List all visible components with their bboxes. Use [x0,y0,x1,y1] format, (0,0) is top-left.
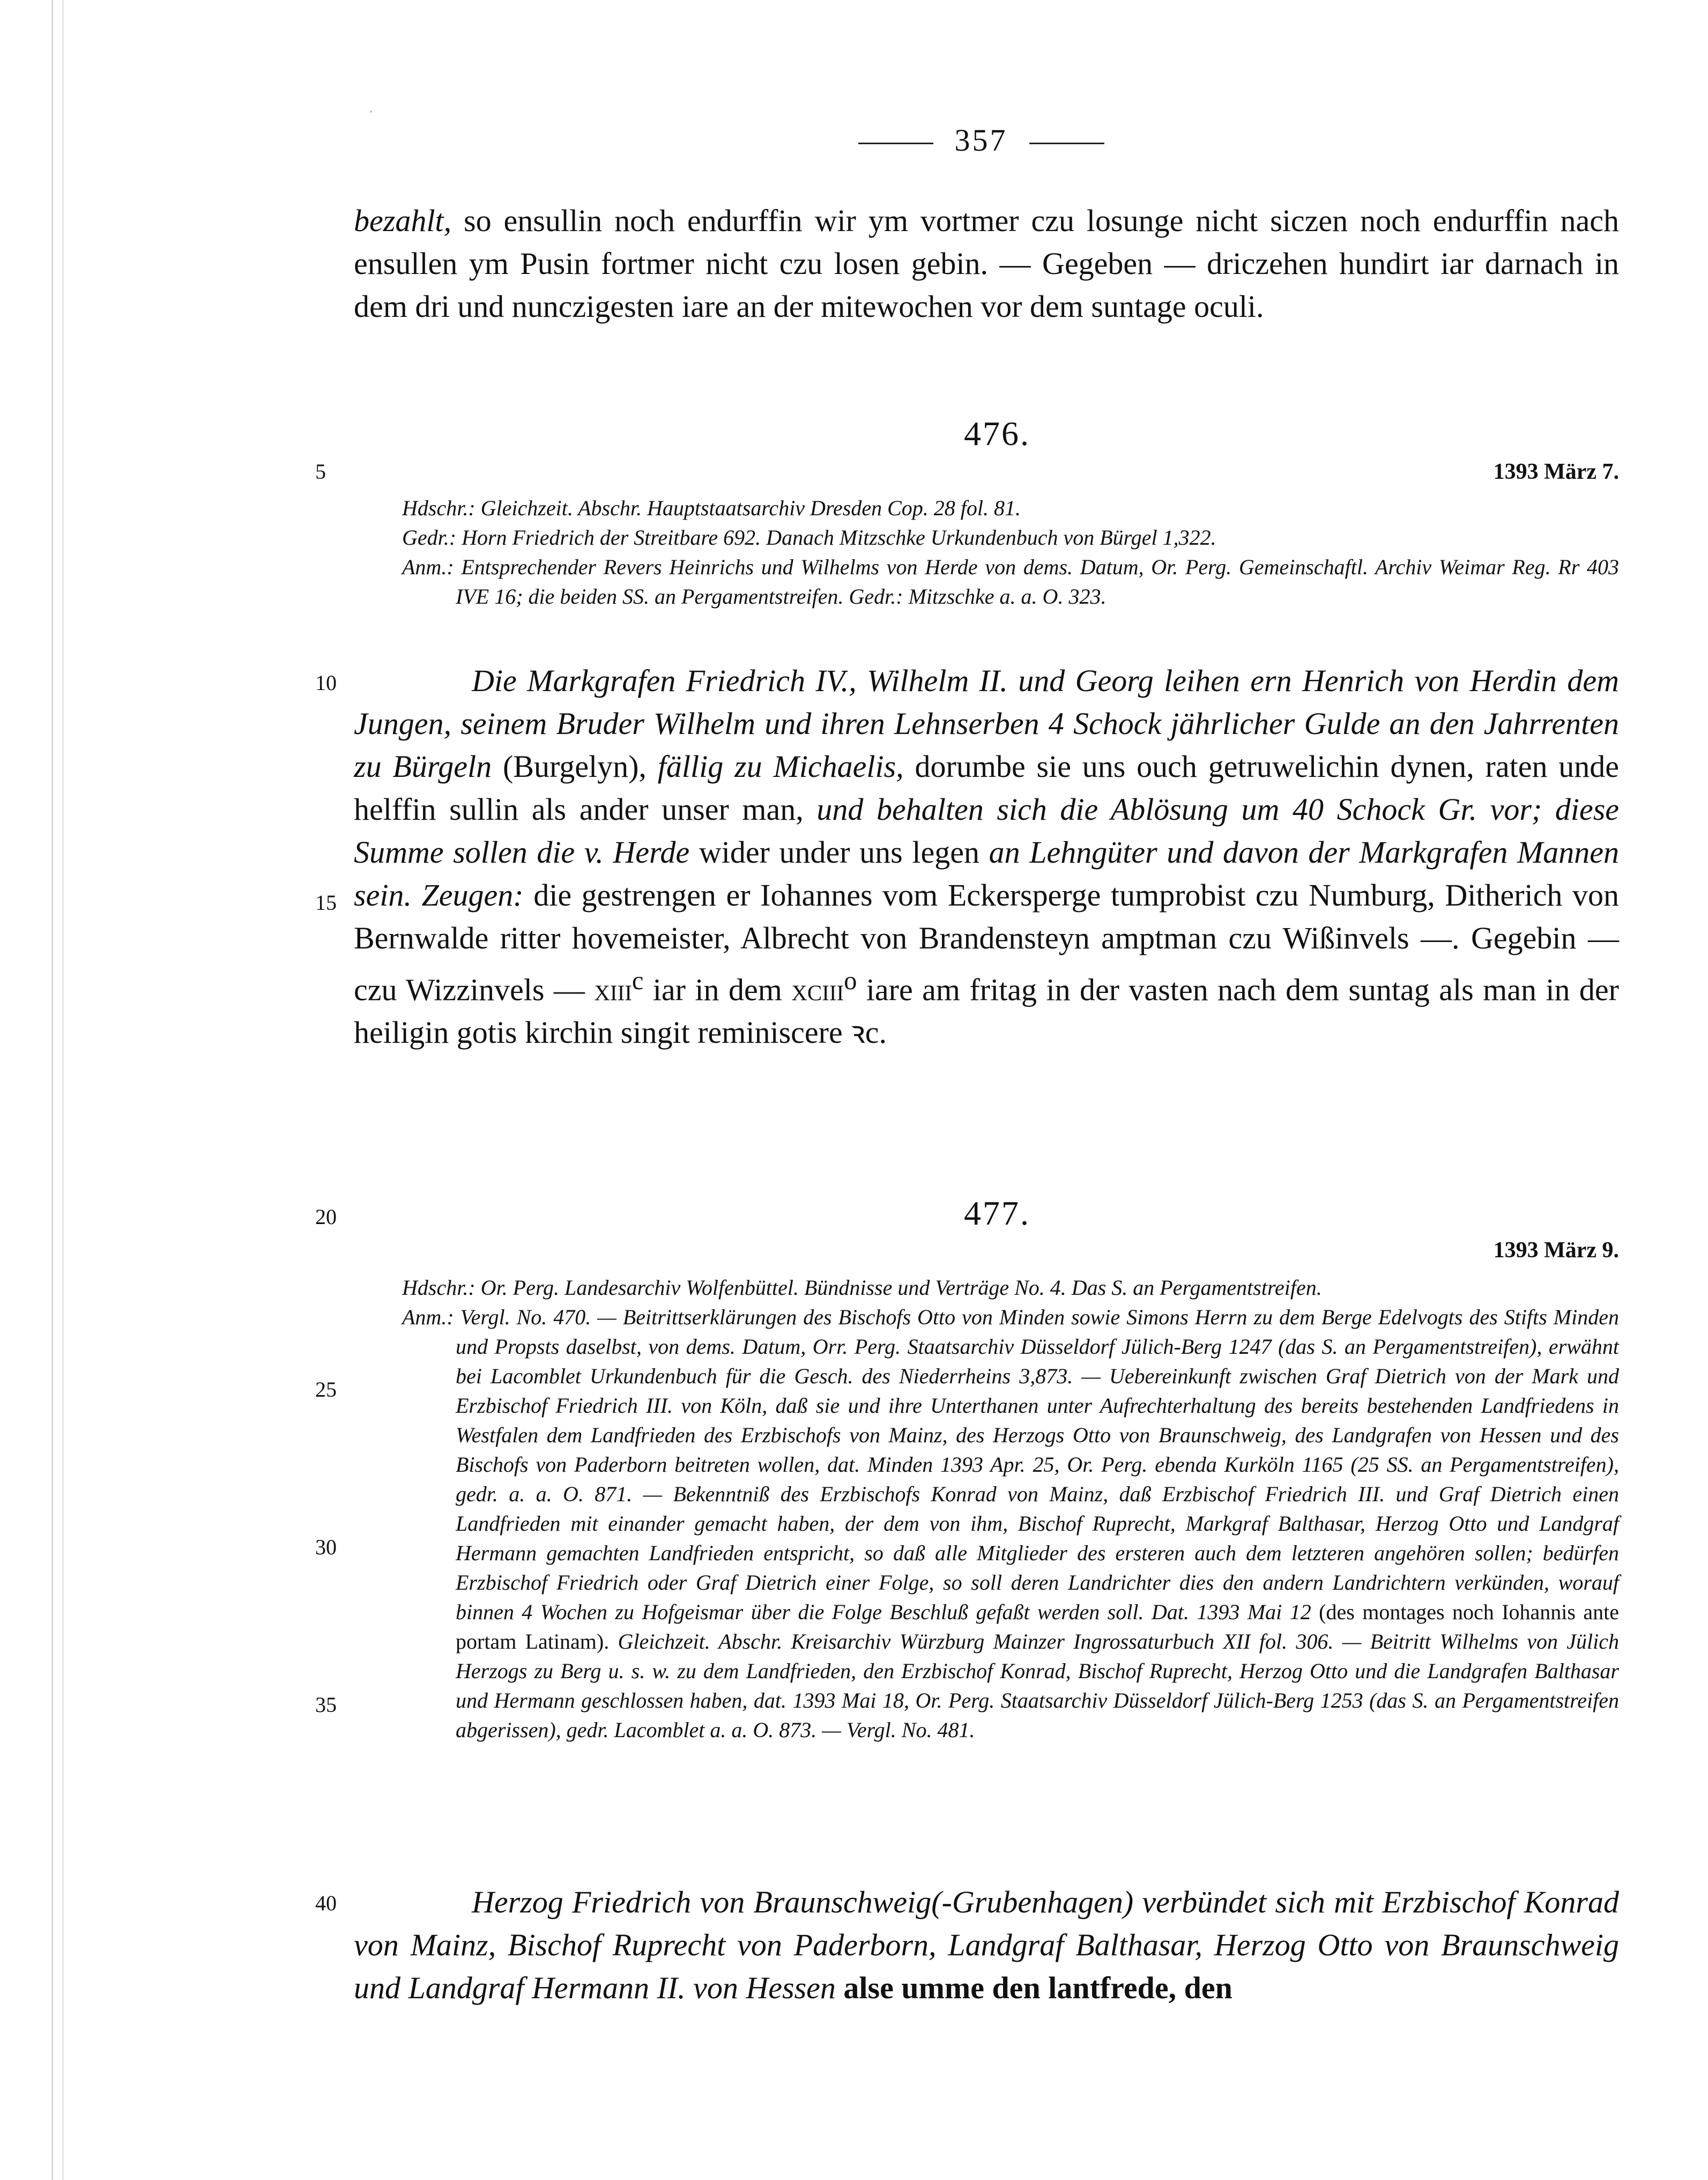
line-number-25: 25 [315,1377,337,1402]
line-number-35: 35 [315,1693,337,1717]
page-number-value: 357 [954,123,1008,158]
doc-477-note-anm-text: Anm.: Vergl. No. 470. — Beitrittserklärungen des Bischofs Otto von Minden sowie Simons Herrn zu dem Berge Edelvogts des Stifts Minden und Propsts daselbst, von dems. Datum, Orr. Perg. Staatsarchiv Düsseldorf Jülich-Berg 1247 (das S. an Pergamentstreifen), erwähnt bei Lacomblet Urkundenbuch für die Gesch. des Niederrheins 3,873. — Uebereinkunft zwischen Graf Dietrich von der Mark und Erzbischof Friedrich III. von Köln, daß sie und ihre Unterthanen unter Aufrechterhaltung des bereits bestehenden Landfriedens in Westfalen dem Landfrieden des Erzbischofs von Mainz, des Herzogs Otto von Braunschweig, des Landgrafen von Hessen und des Bischofs von Paderborn beitreten wollen, dat. Minden 1393 Apr. 25, Or. Perg. ebenda Kurköln 1165 (25 SS. an Pergamentstreifen), gedr. a. a. O. 871. — Bekenntniß des Erzbischofs Konrad von Mainz, daß Erzbischof Friedrich III. und Graf Dietrich einen Landfrieden mit einander gemacht haben, der dem von ihm, Bischof Ruprecht, Markgraf Balthasar, Herzog Otto und Landgraf Hermann gemachten Landfrieden entspricht, so daß alle Mitglieder des ersteren auch dem letzteren angehören sollen; bedürfen Erzbischof Friedrich oder Graf Dietrich einer Folge, so soll deren Landrichter dies den andern Landrichtern verkünden, worauf binnen 4 Wochen zu Hofgeismar über die Folge Beschluß gefaßt werden soll. Dat. 1393 Mai 12 [402,1305,1619,1624]
scan-artifact [370,110,372,113]
doc-477-date: 1393 März 9. [1493,1238,1619,1263]
line-number-40: 40 [315,1891,337,1915]
doc-476-regest-4: an Lehngüter und davon der Markgrafen Mannen sein. Zeugen: [354,835,1620,913]
doc-476-note-anm: Anm.: Entsprechender Revers Heinrichs und Wilhelms von Herde von dems. Datum, Or. Perg. Gemeinschaftl. Archiv Weimar Reg. Rr 403 IVE 16; die beiden SS. an Pergamentstreifen. Gedr.: Mitzschke a. a. O. 323. [402,555,1619,609]
page-number-dash-right [1029,143,1104,144]
scan-edge-left-inner [62,0,64,2180]
doc-476-regest-2: fällig zu Michaelis, [657,749,904,784]
doc-476-text-4: die gestrengen er Iohannes vom Eckersperge tumprobist czu Numburg, Ditherich von Bernwalde ritter hovemeister, Albrecht von Brandensteyn amptman czu Wißinvels —. Gegebin — czu Wizzinvels — [354,878,1620,1007]
line-number-15: 15 [315,891,337,915]
page-number-dash-left [858,143,933,144]
doc-476-text-5: iar in dem [652,972,782,1007]
top-paragraph-text: so ensullin noch endurffin wir ym vortmer czu losunge nicht siczen noch endurffin nach ensullen ym Pusin fortmer nicht czu losen gebin. — Gegeben — driczehen hundirt iar darnach in dem dri und nunczigesten iare an der mitewochen vor dem suntage oculi. [354,203,1620,324]
doc-476-note-gedr: Gedr.: Horn Friedrich der Streitbare 692. Danach Mitzschke Urkundenbuch von Bürgel 1,322. [402,525,1216,550]
doc-477-number: 477. [964,1194,1030,1232]
line-number-10: 10 [315,671,337,695]
doc-476-text-3: wider under uns legen [699,835,979,870]
doc-477-note-anm-quote: (des montages noch Iohannis ante portam Latinam). [456,1600,1620,1653]
line-number-20: 20 [315,1205,337,1229]
top-paragraph [354,199,1619,328]
doc-477-notes [402,1273,1619,1745]
doc-477-text: alse umme den lantfrede, den [843,1970,1232,2005]
doc-476-regest-1: Die Markgrafen Friedrich IV., Wilhelm II. und Georg leihen ern Henrich von Herdin dem Jungen, seinem Bruder Wilhelm und ihren Lehnserben 4 Schock jährlicher Gulde an den Jahrrenten zu Bürgeln [354,663,1619,784]
doc-476-body [354,659,1619,1054]
line-number-5: 5 [315,459,326,484]
doc-476-roman-year-sup: c [632,967,644,995]
doc-476-text-2: dorumbe sie uns ouch getruwelichin dynen, raten unde helffin sullin als ander unser man, [354,749,1620,827]
doc-476-notes [402,493,1619,611]
top-paragraph-italic-lead: bezahlt, [354,203,452,238]
doc-476-roman-year: xiii [594,972,632,1007]
doc-477-note-anm-cont: Gleichzeit. Abschr. Kreisarchiv Würzburg Mainzer Ingrossaturbuch XII fol. 306. — Beitritt Wilhelms von Jülich Herzogs zu Berg u. s. w. zu dem Landfrieden, den Erzbischof Konrad, Bischof Ruprecht, Herzog Otto und die Landgrafen Balthasar und Hermann geschlossen haben, dat. 1393 Mai 18, Or. Perg. Staatsarchiv Düsseldorf Jülich-Berg 1253 (das S. an Pergamentstreifen abgerissen), gedr. Lacomblet a. a. O. 873. — Vergl. No. 481. [456,1629,1620,1742]
doc-476-roman-year-2: xciii [791,972,844,1007]
doc-477-body [354,1881,1619,2010]
page-number [793,122,1169,158]
doc-476-number: 476. [964,414,1030,453]
doc-476-text-6: iare am fritag in der vasten nach dem suntag als man in der heiligin gotis kirchin singit reminiscere ꝛc. [354,972,1619,1050]
doc-477-note-hdschr: Hdschr.: Or. Perg. Landesarchiv Wolfenbüttel. Bündnisse und Verträge No. 4. Das S. an Pergamentstreifen. [402,1276,1322,1300]
doc-476-date: 1393 März 7. [1493,459,1619,484]
doc-476-note-hdschr: Hdschr.: Gleichzeit. Abschr. Hauptstaatsarchiv Dresden Cop. 28 fol. 81. [402,496,1021,520]
scan-edge-left [51,0,53,2180]
doc-477-note-anm [402,1302,1619,1745]
doc-476-roman-year-2-sup: o [844,967,857,995]
doc-476-text-1: (Burgelyn), [502,749,647,784]
doc-476-regest-3: und behalten sich die Ablösung um 40 Schock Gr. vor; diese Summe sollen die v. Herde [354,792,1620,870]
line-number-30: 30 [315,1535,337,1559]
doc-477-regest: Herzog Friedrich von Braunschweig(-Grubenhagen) verbündet sich mit Erzbischof Konrad von Mainz, Bischof Ruprecht von Paderborn, Landgraf Balthasar, Herzog Otto von Braunschweig und Landgraf Hermann II. von Hessen [354,1885,1619,2005]
